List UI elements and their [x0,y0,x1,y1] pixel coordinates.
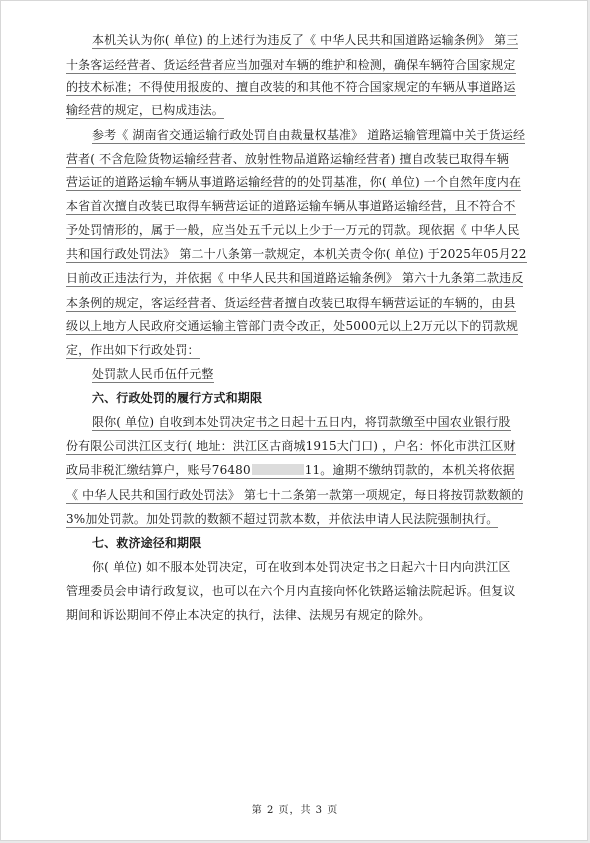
page-number: 第 2 页，共 3 页 [251,805,339,816]
text-line: 本省首次擅自改装已取得车辆营运证的道路运输车辆从事道路运输经营，且不符合不 [66,199,516,213]
text-line: 管理委员会申请行政复议，也可以在六个月内直接向怀化铁路运输法院起诉。但复议 [66,584,516,598]
text-line: 《 中华人民共和国行政处罚法》 第七十二条第一款第一项规定，每日将按罚款数额的 [66,488,524,502]
section-heading-6: 六、行政处罚的履行方式和期限 [92,391,263,405]
text-line: 十条客运经营者、货运经营者应当加强对车辆的维护和检测，确保车辆符合国家规定 [66,58,516,72]
text-line: 予处罚情形的，属于一般，应当处五千元以上少于一万元的罚款。现依据《 中华人民 [66,223,520,237]
text-line: 参考《 湖南省交通运输行政处罚自由裁量权基准》 道路运输管理篇中关于货运经 [92,128,526,142]
text-line: 3%加处罚款。加处罚款的数额不超过罚款本数，并依法申请人民法院强制执行。 [66,512,499,526]
redaction-mask [252,464,304,475]
text-line: 的技术标准；不得使用报废的、擅自改装的和其他不符合国家规定的车辆从事道路运 [66,80,516,94]
text-line: 营者( 不含危险货物运输经营者、放射性物品道路运输经营者) 擅自改装已取得车辆 [66,152,509,166]
penalty-amount: 处罚款人民币伍仟元整 [92,367,214,381]
section-heading-7: 七、救济途径和期限 [92,536,202,550]
text-line: 限你( 单位) 自收到本处罚决定书之日起十五日内，将罚款缴至中国农业银行股 [92,415,511,429]
text-line: 期间和诉讼期间不停止本决定的执行，法律、法规另有规定的除外。 [66,608,431,622]
text-line: 本条例的规定，客运经营者、货运经营者擅自改装已取得车辆营运证的车辆的，由县 [66,296,516,310]
text-line: 日前改正违法行为，并依据《 中华人民共和国道路运输条例》 第六十九条第二款违反 [66,271,524,285]
text-line: 输经营的规定，已构成违法。 [66,103,224,117]
text-line: 政局非税汇缴结算户，账号76480 11。逾期不缴纳罚款的，本机关将依据 [66,463,515,477]
text-line: 级以上地方人民政府交通运输主管部门责令改正，处5000元以上2万元以下的罚款规 [66,319,519,333]
text-line: 本机关认为你( 单位) 的上述行为违反了《 中华人民共和国道路运输条例》 第三 [92,33,519,47]
text-line: 营运证的道路运输车辆从事道路运输经营的的处罚基准，你( 单位) 一个自然年度内在 [66,175,521,189]
text-line: 你( 单位) 如不服本处罚决定，可在收到本处罚决定书之日起六十日内向洪江区 [92,560,511,574]
text-line: 份有限公司洪江区支行( 地址：洪江区古商城1915大门口) ，户名：怀化市洪江区财 [66,439,516,453]
text-line: 共和国行政处罚法》 第二十八条第一款规定，本机关责令你( 单位) 于2025年05月22 [66,247,527,261]
text-line: 定，作出如下行政处罚： [66,343,200,357]
